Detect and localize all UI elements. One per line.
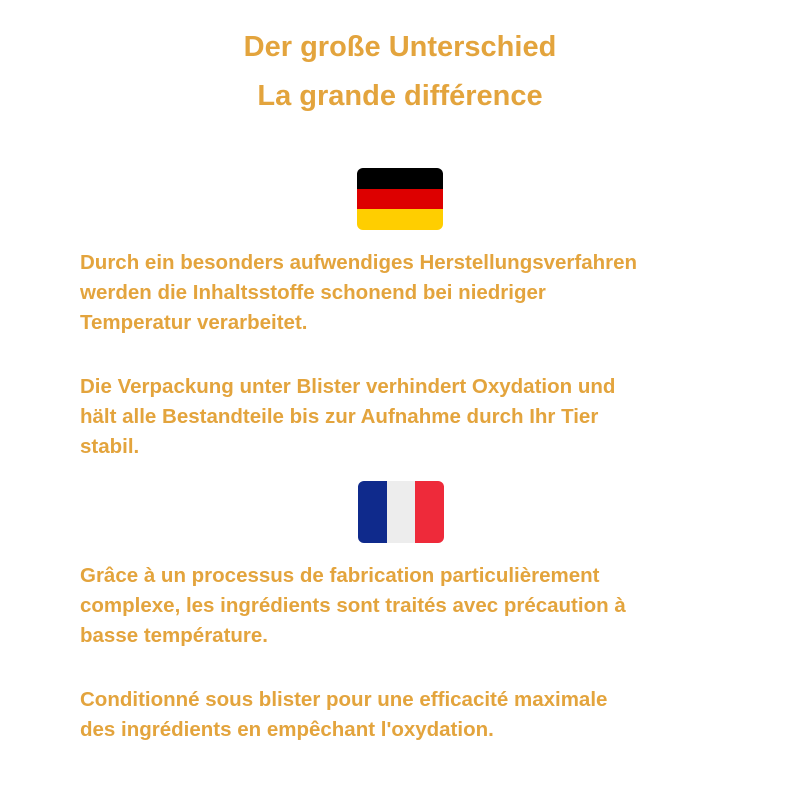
france-flag-icon <box>358 481 444 543</box>
text-line: werden die Inhaltsstoffe schonend bei niedriger <box>80 281 546 304</box>
text-line: des ingrédients en empêchant l'oxydation. <box>80 718 494 741</box>
text-line: Grâce à un processus de fabrication particulièrement <box>80 564 600 587</box>
page-title-french: La grande différence <box>257 80 543 112</box>
flag-band-white <box>387 481 416 543</box>
flag-band-red <box>357 189 443 210</box>
text-line: Temperatur verarbeitet. <box>80 311 308 334</box>
text-line: basse température. <box>80 624 269 647</box>
french-paragraph-2 <box>80 685 760 745</box>
text-line: stabil. <box>80 435 140 458</box>
flag-band-blue <box>358 481 387 543</box>
french-paragraph-1 <box>80 561 760 651</box>
text-line: Die Verpackung unter Blister verhindert Oxydation und <box>80 375 616 398</box>
text-line: Durch ein besonders aufwendiges Herstellungsverfahren <box>80 251 638 274</box>
german-paragraph-1 <box>80 248 760 338</box>
german-paragraph-2 <box>80 372 760 462</box>
flag-band-red <box>415 481 444 543</box>
flag-band-black <box>357 168 443 189</box>
flag-band-gold <box>357 209 443 230</box>
page-title-german: Der große Unterschied <box>243 31 557 63</box>
germany-flag-icon <box>357 168 443 230</box>
text-line: Conditionné sous blister pour une efficacité maximale <box>80 688 608 711</box>
text-line: hält alle Bestandteile bis zur Aufnahme durch Ihr Tier <box>80 405 599 428</box>
text-line: complexe, les ingrédients sont traités avec précaution à <box>80 594 626 617</box>
